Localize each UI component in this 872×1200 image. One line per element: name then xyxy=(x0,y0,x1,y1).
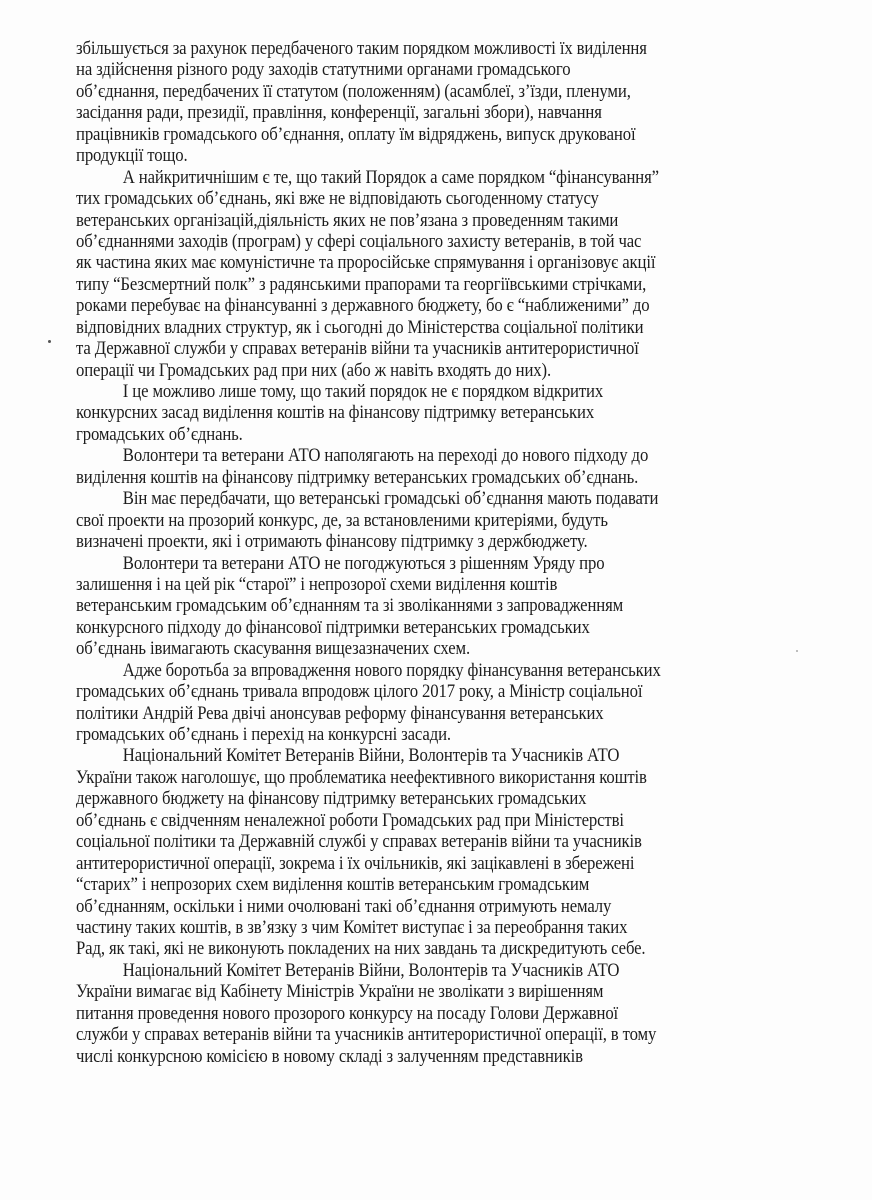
paragraph-first-line: І це можливо лише тому, що такий порядок не є порядком відкритих xyxy=(122,381,604,402)
text-line: України вимагає від Кабінету Міністрів України не зволікати з вирішенням xyxy=(76,981,604,1003)
text-line: визначені проекти, які і отримають фінансову підтримку з держбюджету. xyxy=(76,531,588,553)
paragraph-first-line: Він має передбачати, що ветеранські громадські об’єднання мають подавати xyxy=(122,488,659,510)
text-line: антитерористичної операції, зокрема і їх очільників, які зацікавлені в збережені xyxy=(76,852,635,874)
paragraph-first-line: Адже боротьба за впровадження нового порядку фінансування ветеранських xyxy=(122,659,661,681)
paragraph-first-line: Національний Комітет Ветеранів Війни, Волонтерів та Учасників АТО xyxy=(122,745,620,767)
text-line: працівників громадського об’єднання, оплату їм відряджень, випуск друкованої xyxy=(76,123,636,145)
text-line: громадських об’єднань тривала впродовж цілого 2017 року, а Міністр соціальної xyxy=(76,681,643,703)
text-line: продукції тощо. xyxy=(76,145,188,167)
text-line: питання проведення нового прозорого конкурсу на посаду Голови Державної xyxy=(76,1002,619,1024)
text-line: на здійснення різного роду заходів статутними органами громадського xyxy=(76,59,571,81)
text-line: збільшується за рахунок передбаченого таким порядком можливості їх виділення xyxy=(76,38,647,59)
text-line: тих громадських об’єднань, які вже не відповідають сьогоденному статусу xyxy=(76,188,599,210)
text-line: “старих” і непрозорих схем виділення коштів ветеранським громадським xyxy=(76,874,590,896)
text-line: засідання ради, президії, правління, конференції, загальні збори), навчання xyxy=(76,102,602,124)
paragraph-first-line: Волонтери та ветерани АТО не погоджуються з рішенням Уряду про xyxy=(122,552,605,574)
text-line: числі конкурсною комісією в новому складі з залученням представників xyxy=(76,1045,583,1067)
paragraph-first-line: А найкритичнішим є те, що такий Порядок а саме порядком “фінансування” xyxy=(122,166,659,188)
text-line: політики Андрій Рева двічі анонсував реформу фінансування ветеранських xyxy=(76,702,604,724)
text-line: об’єднання, передбачених її статутом (положенням) (асамблеї, з’їзди, пленуми, xyxy=(76,80,631,102)
scan-speck xyxy=(48,340,51,343)
text-line: Рад, як такі, які не виконують покладених на них завдань та дискредитують себе. xyxy=(76,938,646,960)
text-line: роками перебуває на фінансуванні з державного бюджету, бо є “наближеними” до xyxy=(76,295,650,317)
text-line: державного бюджету на фінансову підтримку ветеранських громадських xyxy=(76,788,587,810)
text-line: конкурсних засад виділення коштів на фінансову підтримку ветеранських xyxy=(76,402,595,424)
text-line: України також наголошує, що проблематика неефективного використання коштів xyxy=(76,766,647,788)
paragraph-first-line: Волонтери та ветерани АТО наполягають на переході до нового підходу до xyxy=(122,445,649,467)
text-line: типу “Безсмертний полк” з радянськими прапорами та георгіївськими стрічками, xyxy=(76,273,647,295)
paragraph-first-line: Національний Комітет Ветеранів Війни, Волонтерів та Учасників АТО xyxy=(122,959,620,981)
text-line: залишення і на цей рік “старої” і непрозорої схеми виділення коштів xyxy=(76,573,558,595)
text-line: громадських об’єднань. xyxy=(76,423,243,445)
text-line: ветеранських організацій,діяльність яких не пов’язана з проведенням такими xyxy=(76,209,619,231)
text-line: об’єднанням, оскільки і ними очолювані такі об’єднання отримують немалу xyxy=(76,895,612,917)
text-line: частину таких коштів, в зв’язку з чим Комітет виступає і за переобрання таких xyxy=(76,916,628,938)
text-line: громадських об’єднань і перехід на конкурсні засади. xyxy=(76,724,451,745)
text-line: ветеранським громадським об’єднанням та зі зволіканнями з запровадженням xyxy=(76,595,624,617)
text-line: операції чи Громадських рад при них (або ж навіть входять до них). xyxy=(76,359,552,381)
text-line: об’єднань івимагають скасування вищезазначених схем. xyxy=(76,638,471,660)
text-line: об’єднаннями заходів (програм) у сфері соціального захисту ветеранів, в той час xyxy=(76,230,642,252)
text-line: та Державної служби у справах ветеранів війни та учасників антитерористичної xyxy=(76,338,639,360)
text-line: як частина яких має комуністичне та проросійське спрямування і організовує акції xyxy=(76,252,656,274)
document-body xyxy=(76,38,796,1067)
text-line: відповідних владних структур, як і сьогодні до Міністерства соціальної політики xyxy=(76,316,644,338)
text-line: свої проекти на прозорий конкурс, де, за встановленими критеріями, будуть xyxy=(76,509,608,531)
scan-speck xyxy=(796,650,798,652)
text-line: служби у справах ветеранів війни та учасників антитерористичної операції, в тому xyxy=(76,1024,657,1046)
text-line: виділення коштів на фінансову підтримку ветеранських громадських об’єднань. xyxy=(76,466,639,488)
text-line: конкурсного підходу до фінансової підтримки ветеранських громадських xyxy=(76,616,590,638)
text-line: об’єднань є свідченням неналежної роботи Громадських рад при Міністерстві xyxy=(76,809,624,831)
text-line: соціальної політики та Державній службі у справах ветеранів війни та учасників xyxy=(76,831,642,853)
